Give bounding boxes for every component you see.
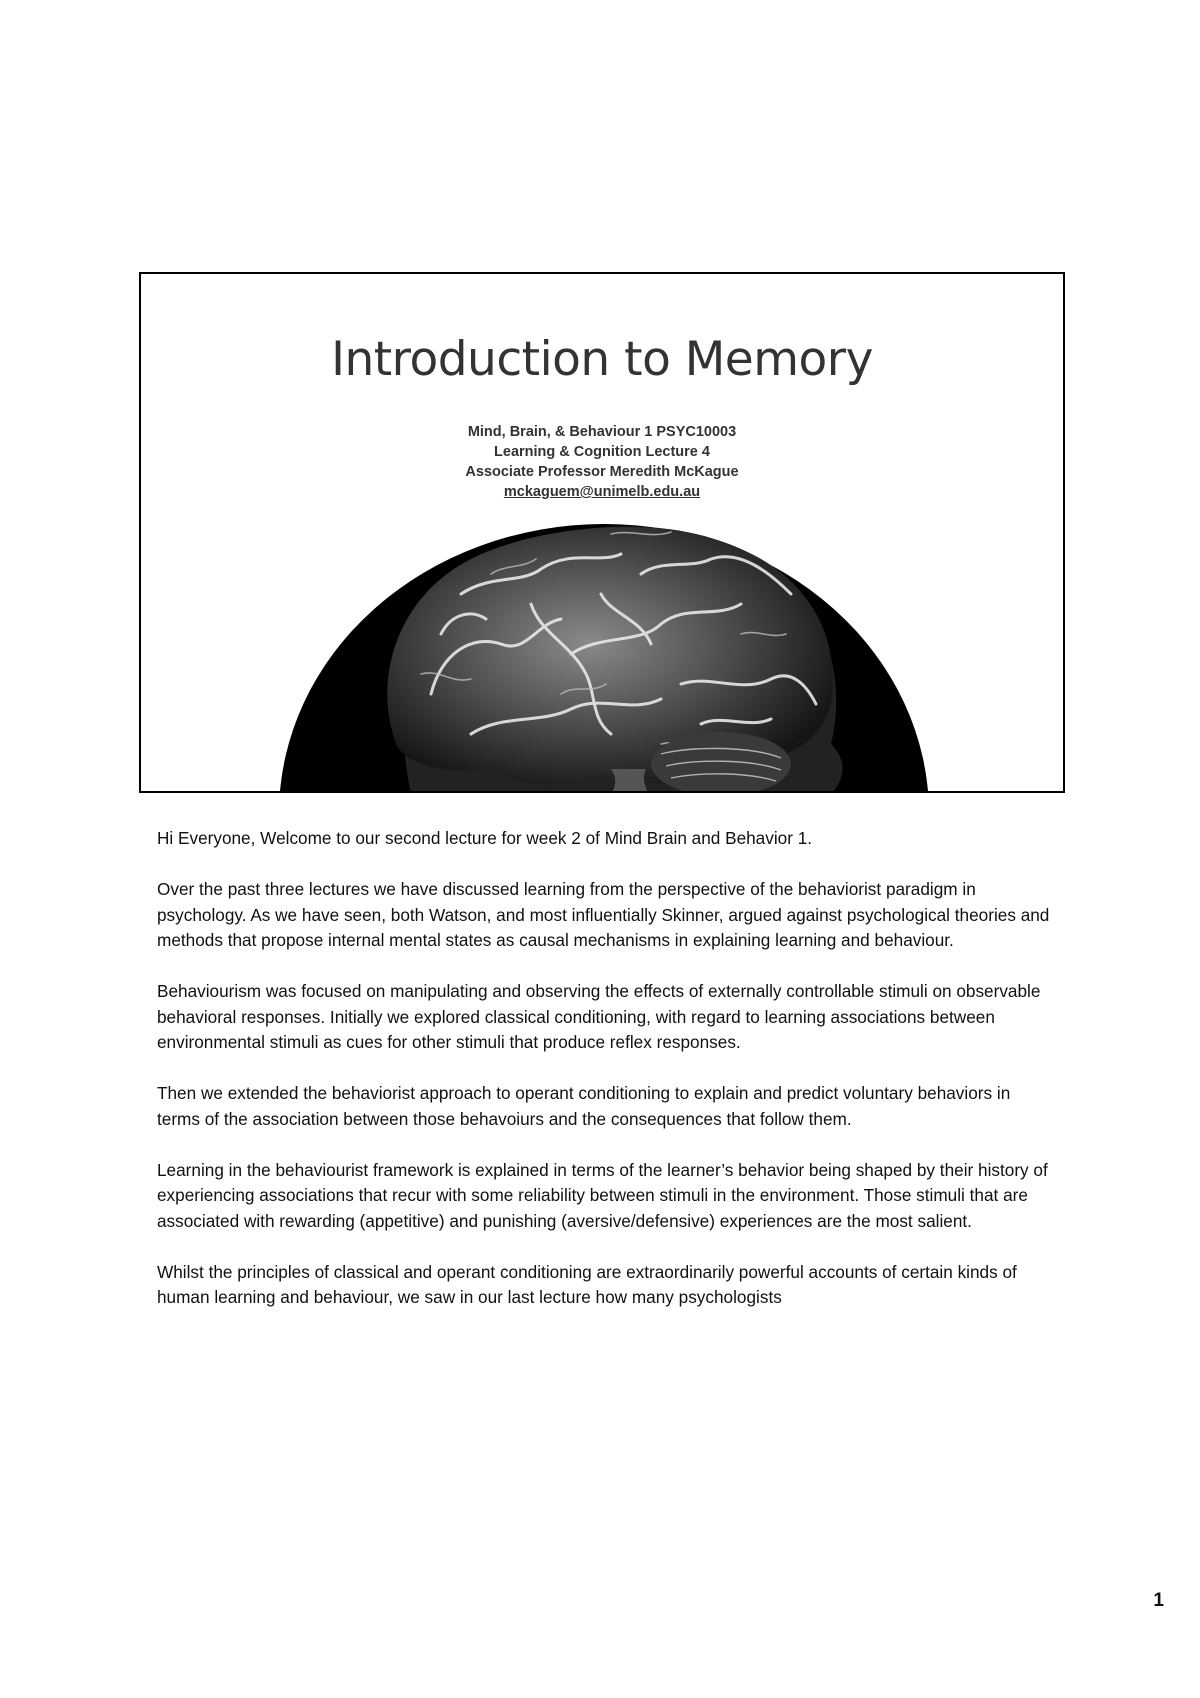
- speaker-notes: [157, 826, 1057, 1336]
- notes-paragraph: Over the past three lectures we have discussed learning from the perspective of the behaviorist paradigm in psychology. As we have seen, both Watson, and most influentially Skinner, argued against psychological theories and methods that propose internal mental states as causal mechanisms in explaining learning and behaviour.: [157, 879, 1050, 950]
- notes-paragraph: Whilst the principles of classical and operant conditioning are extraordinarily powerful accounts of certain kinds of human learning and behaviour, we saw in our last lecture how many psychologists: [157, 1261, 1017, 1307]
- presenter-email-link[interactable]: mckaguem@unimelb.edu.au: [503, 484, 701, 500]
- notes-paragraph: Learning in the behaviourist framework is explained in terms of the learner’s behavior being shaped by their history of experiencing associations that recur with some reliability between stimuli in the environment. Those stimuli that are associated with rewarding (appetitive) and punishing (aversive/defensive) experiences are the most salient.: [157, 1159, 1048, 1231]
- notes-paragraph: Behaviourism was focused on manipulating and observing the effects of externally controllable stimuli on observable behavioral responses. Initially we explored classical conditioning, with regard to learning associations between environmental stimuli as cues for other stimuli that produce reflex responses.: [157, 981, 1041, 1052]
- lecture-line: Learning & Cognition Lecture 4: [494, 444, 710, 460]
- slide-title: Introduction to Memory: [331, 332, 873, 387]
- slide-subtitle: [141, 422, 1063, 502]
- presenter-line: Associate Professor Meredith McKague: [465, 464, 739, 480]
- notes-paragraph: Then we extended the behaviorist approach to operant conditioning to explain and predict voluntary behaviors in terms of the association between those behavoiurs and the consequences that follow them.: [157, 1083, 1011, 1129]
- course-line: Mind, Brain, & Behaviour 1 PSYC10003: [467, 424, 737, 440]
- page-number: 1: [1153, 1590, 1164, 1611]
- notes-paragraph: Hi Everyone, Welcome to our second lecture for week 2 of Mind Brain and Behavior 1.: [157, 828, 813, 848]
- lecture-slide: [139, 272, 1065, 793]
